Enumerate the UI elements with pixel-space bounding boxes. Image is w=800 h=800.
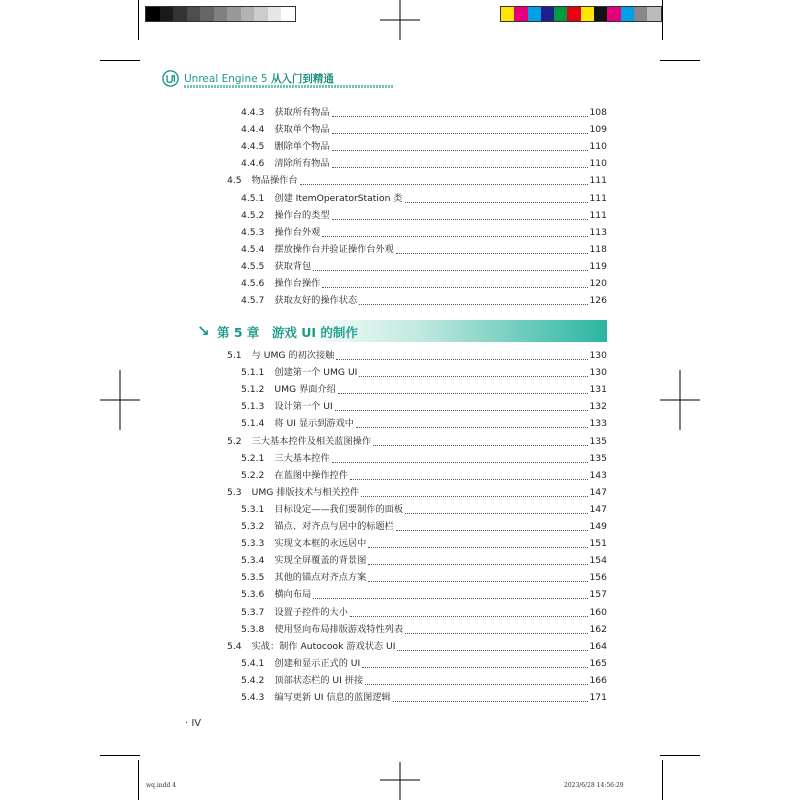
toc-entry bbox=[227, 205, 607, 222]
registration-mark-left bbox=[100, 370, 140, 430]
toc-entry bbox=[227, 550, 607, 567]
toc-entry bbox=[227, 188, 607, 205]
toc-number: 5.2 bbox=[227, 435, 242, 447]
toc-number: 5.1.3 bbox=[241, 401, 265, 413]
color-swatch bbox=[581, 7, 594, 21]
toc-page-number: 143 bbox=[589, 469, 607, 481]
toc-page-number: 131 bbox=[589, 384, 607, 396]
toc-number: 5.4.3 bbox=[241, 692, 265, 703]
toc-leader-dots bbox=[332, 150, 589, 151]
toc-leader-dots bbox=[335, 410, 589, 411]
toc-number: 4.4.5 bbox=[241, 141, 265, 153]
toc-entry bbox=[227, 465, 607, 482]
toc-page-number: 110 bbox=[589, 141, 607, 153]
toc-entry bbox=[227, 396, 607, 413]
toc-title: 删除单个物品 bbox=[274, 141, 330, 153]
toc-page-number: 111 bbox=[589, 192, 607, 204]
toc-number: 5.3.5 bbox=[241, 572, 265, 584]
color-swatch bbox=[268, 7, 282, 21]
color-swatch bbox=[241, 7, 255, 21]
toc-title: 操作台的类型 bbox=[274, 209, 330, 221]
toc-title: 操作台外观 bbox=[274, 226, 321, 238]
color-swatch bbox=[501, 7, 514, 21]
toc-leader-dots bbox=[313, 270, 588, 271]
toc-entry bbox=[227, 653, 607, 670]
toc-number: 5.3.6 bbox=[241, 589, 265, 601]
toc-leader-dots bbox=[393, 701, 589, 702]
toc-leader-dots bbox=[313, 598, 588, 599]
crop-mark bbox=[662, 760, 663, 800]
color-swatch bbox=[594, 7, 607, 21]
crop-mark bbox=[138, 760, 139, 800]
toc-number: 5.2.1 bbox=[241, 452, 265, 464]
toc-page-number: 151 bbox=[589, 538, 607, 550]
toc-number: 4.5.1 bbox=[241, 192, 265, 204]
toc-page-number: 165 bbox=[589, 657, 607, 669]
toc-title: 与 UMG 的初次接触 bbox=[251, 350, 335, 361]
toc-leader-dots bbox=[359, 376, 588, 377]
toc-page-number: 118 bbox=[589, 243, 607, 255]
toc-number: 5.4.1 bbox=[241, 657, 265, 669]
toc-page-number: 147 bbox=[589, 486, 607, 498]
toc-title: 三大基本控件 bbox=[274, 452, 330, 464]
toc-number: 5.3 bbox=[227, 486, 242, 498]
toc-title: 实现文本框的永远居中 bbox=[274, 538, 367, 550]
toc-entry bbox=[227, 687, 607, 704]
toc-leader-dots bbox=[332, 462, 589, 463]
toc-title: 创建第一个 UMG UI bbox=[274, 367, 358, 379]
color-swatch bbox=[160, 7, 174, 21]
page-number: · IV bbox=[185, 718, 202, 729]
toc-entry bbox=[227, 567, 607, 584]
toc-title: 操作台操作 bbox=[274, 278, 321, 289]
toc-leader-dots bbox=[397, 650, 588, 651]
toc-title: 获取所有物品 bbox=[274, 107, 330, 118]
toc-page-number: 164 bbox=[589, 640, 607, 652]
toc-entry bbox=[227, 602, 607, 619]
toc-leader-dots bbox=[361, 496, 588, 497]
toc-leader-dots bbox=[356, 427, 588, 428]
toc-page-number: 111 bbox=[589, 175, 607, 187]
toc-leader-dots bbox=[368, 581, 588, 582]
toc-page-number: 130 bbox=[589, 367, 607, 379]
toc-leader-dots bbox=[365, 684, 588, 685]
toc-title: 清除所有物品 bbox=[274, 158, 330, 170]
crop-mark bbox=[100, 60, 140, 61]
toc-entry bbox=[227, 619, 607, 636]
color-swatch bbox=[607, 7, 620, 21]
toc-entry bbox=[227, 584, 607, 601]
toc-leader-dots bbox=[396, 530, 589, 531]
toc-leader-dots bbox=[332, 116, 589, 117]
toc-page-number: 156 bbox=[589, 572, 607, 584]
toc-leader-dots bbox=[405, 633, 588, 634]
toc-leader-dots bbox=[362, 667, 588, 668]
toc-leader-dots bbox=[405, 202, 589, 203]
toc-title: 使用竖向布局排版游戏特性列表 bbox=[274, 623, 404, 635]
toc-page-number: 135 bbox=[589, 435, 607, 447]
crop-mark bbox=[138, 0, 139, 40]
toc-number: 5.3.2 bbox=[241, 521, 265, 532]
toc-number: 4.5.5 bbox=[241, 260, 265, 272]
toc-entry bbox=[227, 448, 607, 465]
toc-page-number: 157 bbox=[589, 589, 607, 601]
toc-entry bbox=[227, 222, 607, 239]
toc-title: 横向布局 bbox=[274, 589, 312, 601]
color-swatch bbox=[214, 7, 228, 21]
registration-mark-top bbox=[380, 0, 420, 40]
toc-number: 5.2.2 bbox=[241, 469, 265, 481]
toc-leader-dots bbox=[396, 253, 589, 254]
toc-entry bbox=[227, 119, 607, 136]
toc-page-number: 135 bbox=[589, 452, 607, 464]
print-slug-timestamp: 2023/6/28 14:56:29 bbox=[564, 782, 624, 789]
toc-page-number: 130 bbox=[589, 350, 607, 361]
toc-entry bbox=[227, 239, 607, 256]
toc-page-number: 171 bbox=[589, 692, 607, 703]
toc-title: 在蓝图中操作控件 bbox=[274, 469, 348, 481]
book-title: Unreal Engine 5 从入门到精通 bbox=[184, 73, 334, 85]
toc-title: 编写更新 UI 信息的蓝图逻辑 bbox=[274, 692, 391, 703]
unreal-logo-icon bbox=[162, 70, 179, 87]
toc-leader-dots bbox=[350, 616, 589, 617]
toc-page-number: 113 bbox=[589, 226, 607, 238]
toc-title: 将 UI 显示到游戏中 bbox=[274, 418, 354, 430]
chapter-heading bbox=[197, 320, 607, 342]
toc-entry bbox=[227, 431, 607, 448]
color-swatch bbox=[634, 7, 647, 21]
running-header bbox=[160, 68, 410, 90]
crop-mark bbox=[660, 60, 700, 61]
toc-number: 5.3.3 bbox=[241, 538, 265, 550]
toc-page-number: 126 bbox=[589, 295, 607, 307]
toc-leader-dots bbox=[405, 513, 588, 514]
toc-page-number: 149 bbox=[589, 521, 607, 532]
toc-entry bbox=[227, 256, 607, 273]
toc-number: 4.5.6 bbox=[241, 278, 265, 289]
toc-number: 4.5.7 bbox=[241, 295, 265, 307]
toc-entry bbox=[227, 379, 607, 396]
toc-number: 5.1.4 bbox=[241, 418, 265, 430]
toc-leader-dots bbox=[300, 184, 589, 185]
toc-page-number: 111 bbox=[589, 209, 607, 221]
toc-page-number: 109 bbox=[589, 124, 607, 136]
color-swatch bbox=[173, 7, 187, 21]
toc-title: 顶部状态栏的 UI 拼接 bbox=[274, 674, 364, 686]
print-slug-file: wq.indd 4 bbox=[146, 782, 177, 789]
header-rule bbox=[184, 85, 394, 88]
toc-title: 实现全屏覆盖的背景图 bbox=[274, 555, 367, 567]
registration-mark-right bbox=[660, 370, 700, 430]
toc-leader-dots bbox=[368, 547, 588, 548]
toc-number: 5.3.8 bbox=[241, 623, 265, 635]
color-swatch bbox=[541, 7, 554, 21]
toc-entry bbox=[227, 153, 607, 170]
toc-number: 4.5.2 bbox=[241, 209, 265, 221]
toc-title: 其他的锚点对齐点方案 bbox=[274, 572, 367, 584]
toc-number: 4.5.3 bbox=[241, 226, 265, 238]
toc-number: 5.3.7 bbox=[241, 606, 265, 618]
color-swatch bbox=[647, 7, 660, 21]
toc-leader-dots bbox=[373, 445, 588, 446]
registration-mark-bottom bbox=[380, 762, 420, 800]
toc-title: 设计第一个 UI bbox=[274, 401, 333, 413]
color-swatch bbox=[227, 7, 241, 21]
chapter-title: 第 5 章 游戏 UI 的制作 bbox=[217, 325, 358, 340]
toc-entry bbox=[227, 362, 607, 379]
color-swatch bbox=[514, 7, 527, 21]
toc-page-number: 119 bbox=[589, 260, 607, 272]
toc-entry bbox=[227, 170, 607, 187]
toc-title: UMG 排版技术与相关控件 bbox=[251, 486, 360, 498]
toc-number: 4.4.6 bbox=[241, 158, 265, 170]
toc-entry bbox=[227, 670, 607, 687]
toc-page-number: 166 bbox=[589, 674, 607, 686]
grayscale-calibration-bar bbox=[145, 6, 296, 22]
color-swatch bbox=[567, 7, 580, 21]
arrow-down-right-icon: ↘ bbox=[197, 322, 210, 340]
toc-entry bbox=[227, 516, 607, 533]
toc-number: 5.1.2 bbox=[241, 384, 265, 396]
toc-leader-dots bbox=[338, 393, 589, 394]
toc-leader-dots bbox=[332, 167, 589, 168]
toc-title: 锚点、对齐点与居中的标题栏 bbox=[274, 521, 394, 532]
toc-leader-dots bbox=[368, 564, 588, 565]
toc-number: 4.5.4 bbox=[241, 243, 265, 255]
toc-title: 创建 ItemOperatorStation 类 bbox=[274, 192, 403, 204]
color-swatch bbox=[200, 7, 214, 21]
toc-leader-dots bbox=[336, 359, 588, 360]
color-calibration-bar bbox=[500, 6, 662, 22]
toc-number: 5.4.2 bbox=[241, 674, 265, 686]
crop-mark bbox=[100, 755, 140, 756]
toc-leader-dots bbox=[332, 133, 589, 134]
toc-page-number: 162 bbox=[589, 623, 607, 635]
toc-entry bbox=[227, 290, 607, 307]
toc-title: 获取单个物品 bbox=[274, 124, 330, 136]
crop-mark bbox=[662, 0, 663, 40]
toc-entry bbox=[227, 636, 607, 653]
toc-title: 创建和显示正式的 UI bbox=[274, 657, 361, 669]
toc-page-number: 110 bbox=[589, 158, 607, 170]
toc-title: 物品操作台 bbox=[251, 175, 298, 187]
toc-entry bbox=[227, 533, 607, 550]
color-swatch bbox=[254, 7, 268, 21]
toc-leader-dots bbox=[322, 287, 588, 288]
toc-leader-dots bbox=[350, 479, 589, 480]
toc-leader-dots bbox=[322, 236, 588, 237]
toc-entry bbox=[227, 273, 607, 290]
toc-title: 目标设定——我们要制作的面板 bbox=[274, 503, 404, 515]
color-swatch bbox=[528, 7, 541, 21]
color-swatch bbox=[281, 7, 295, 21]
toc-number: 5.1.1 bbox=[241, 367, 265, 379]
color-swatch bbox=[146, 7, 160, 21]
toc-number: 4.5 bbox=[227, 175, 242, 187]
toc-entry bbox=[227, 136, 607, 153]
toc-page-number: 120 bbox=[589, 278, 607, 289]
toc-title: 实战：制作 Autocook 游戏状态 UI bbox=[251, 640, 396, 652]
toc-entry bbox=[227, 413, 607, 430]
toc-number: 4.4.3 bbox=[241, 107, 265, 118]
toc-entry bbox=[227, 345, 607, 362]
toc-entry bbox=[227, 482, 607, 499]
toc-page-number: 160 bbox=[589, 606, 607, 618]
toc-entry bbox=[227, 499, 607, 516]
color-swatch bbox=[187, 7, 201, 21]
toc-number: 5.4 bbox=[227, 640, 242, 652]
toc-title: UMG 界面介绍 bbox=[274, 384, 336, 396]
toc-page-number: 108 bbox=[589, 107, 607, 118]
toc-number: 5.3.1 bbox=[241, 503, 265, 515]
color-swatch bbox=[621, 7, 634, 21]
toc-page-number: 132 bbox=[589, 401, 607, 413]
toc-title: 设置子控件的大小 bbox=[274, 606, 348, 618]
toc-page-number: 133 bbox=[589, 418, 607, 430]
crop-mark bbox=[660, 755, 700, 756]
toc-entry bbox=[227, 102, 607, 119]
color-swatch bbox=[554, 7, 567, 21]
toc-page-number: 154 bbox=[589, 555, 607, 567]
toc-number: 5.3.4 bbox=[241, 555, 265, 567]
toc-number: 5.1 bbox=[227, 350, 242, 361]
toc-title: 摆放操作台并验证操作台外观 bbox=[274, 243, 394, 255]
toc-leader-dots bbox=[332, 219, 589, 220]
toc-title: 获取背包 bbox=[274, 260, 312, 272]
toc-title: 三大基本控件及相关蓝图操作 bbox=[251, 435, 372, 447]
toc-leader-dots bbox=[359, 304, 588, 305]
toc-page-number: 147 bbox=[589, 503, 607, 515]
toc-title: 获取友好的操作状态 bbox=[274, 295, 358, 307]
toc-number: 4.4.4 bbox=[241, 124, 265, 136]
